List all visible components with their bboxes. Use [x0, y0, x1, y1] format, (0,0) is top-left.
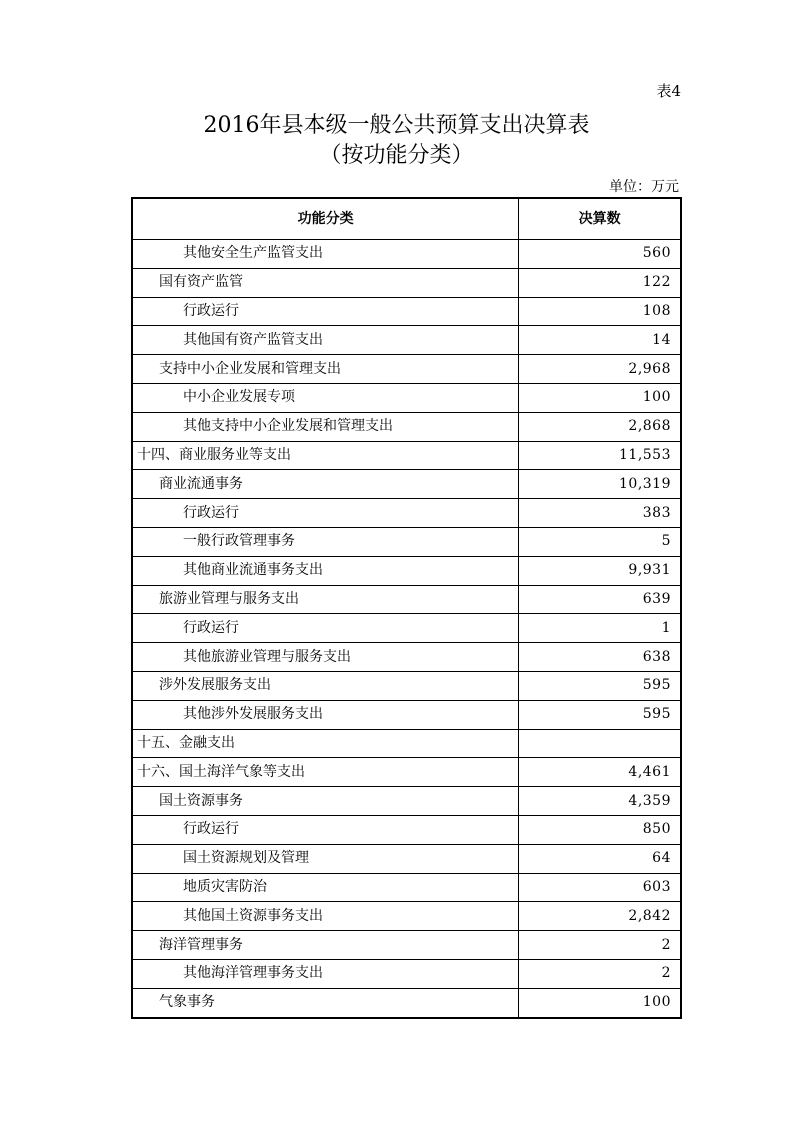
row-category-name: 海洋管理事务 [132, 931, 519, 960]
table-row [132, 470, 681, 499]
table-row [132, 355, 681, 384]
row-amount: 2 [519, 931, 681, 960]
unit-label: 单位：万元 [609, 179, 679, 195]
table-row [132, 441, 681, 470]
table-row [132, 585, 681, 614]
row-amount [519, 729, 681, 758]
row-amount: 639 [519, 585, 681, 614]
table-row [132, 959, 681, 988]
table-row [132, 412, 681, 441]
row-category-name: 行政运行 [132, 815, 519, 844]
table-row [132, 902, 681, 931]
row-category-name: 中小企业发展专项 [132, 383, 519, 412]
row-category-name: 支持中小企业发展和管理支出 [132, 355, 519, 384]
table-row [132, 383, 681, 412]
table-row [132, 527, 681, 556]
row-category-name: 国有资产监管 [132, 268, 519, 297]
row-amount: 5 [519, 527, 681, 556]
row-category-name: 其他商业流通事务支出 [132, 556, 519, 585]
row-category-name: 其他旅游业管理与服务支出 [132, 643, 519, 672]
row-amount: 100 [519, 383, 681, 412]
row-amount: 1 [519, 614, 681, 643]
row-amount: 4,359 [519, 787, 681, 816]
table-row [132, 931, 681, 960]
row-amount: 4,461 [519, 758, 681, 787]
row-category-name: 商业流通事务 [132, 470, 519, 499]
row-category-name: 旅游业管理与服务支出 [132, 585, 519, 614]
row-category-name: 其他国有资产监管支出 [132, 326, 519, 355]
row-amount: 64 [519, 844, 681, 873]
table-row [132, 499, 681, 528]
row-category-name: 其他支持中小企业发展和管理支出 [132, 412, 519, 441]
table-row [132, 700, 681, 729]
table-row [132, 844, 681, 873]
row-amount: 595 [519, 700, 681, 729]
row-category-name: 国土资源事务 [132, 787, 519, 816]
row-category-name: 涉外发展服务支出 [132, 671, 519, 700]
budget-table [131, 197, 682, 1019]
row-category-name: 其他海洋管理事务支出 [132, 959, 519, 988]
table-row [132, 787, 681, 816]
row-category-name: 其他国土资源事务支出 [132, 902, 519, 931]
table-body [132, 240, 681, 1018]
table-row [132, 815, 681, 844]
row-category-name: 其他涉外发展服务支出 [132, 700, 519, 729]
row-amount: 595 [519, 671, 681, 700]
row-amount: 383 [519, 499, 681, 528]
row-category-name: 行政运行 [132, 499, 519, 528]
table-header-row [132, 198, 681, 240]
table-row [132, 556, 681, 585]
page-title: 2016年县本级一般公共预算支出决算表 [203, 113, 590, 138]
table-row [132, 758, 681, 787]
row-amount: 638 [519, 643, 681, 672]
row-amount: 2,868 [519, 412, 681, 441]
row-category-name: 国土资源规划及管理 [132, 844, 519, 873]
table-row [132, 297, 681, 326]
table-row [132, 729, 681, 758]
table-row [132, 988, 681, 1017]
row-category-name: 十四、商业服务业等支出 [132, 441, 519, 470]
header-amount: 决算数 [519, 198, 681, 240]
row-category-name: 气象事务 [132, 988, 519, 1017]
table-row [132, 240, 681, 269]
row-amount: 2 [519, 959, 681, 988]
table-number: 表4 [656, 82, 681, 100]
header-category: 功能分类 [132, 198, 519, 240]
row-amount: 2,968 [519, 355, 681, 384]
row-amount: 100 [519, 988, 681, 1017]
table-row [132, 643, 681, 672]
row-amount: 122 [519, 268, 681, 297]
table-row [132, 268, 681, 297]
row-category-name: 十五、金融支出 [132, 729, 519, 758]
row-amount: 108 [519, 297, 681, 326]
row-category-name: 一般行政管理事务 [132, 527, 519, 556]
row-category-name: 其他安全生产监管支出 [132, 240, 519, 269]
table-row [132, 671, 681, 700]
row-amount: 560 [519, 240, 681, 269]
row-amount: 11,553 [519, 441, 681, 470]
table-row [132, 873, 681, 902]
row-amount: 9,931 [519, 556, 681, 585]
row-category-name: 十六、国土海洋气象等支出 [132, 758, 519, 787]
page-subtitle: （按功能分类） [319, 143, 474, 168]
row-amount: 14 [519, 326, 681, 355]
table-row [132, 614, 681, 643]
row-amount: 850 [519, 815, 681, 844]
row-category-name: 行政运行 [132, 614, 519, 643]
row-category-name: 地质灾害防治 [132, 873, 519, 902]
row-amount: 10,319 [519, 470, 681, 499]
row-amount: 2,842 [519, 902, 681, 931]
table-row [132, 326, 681, 355]
row-category-name: 行政运行 [132, 297, 519, 326]
row-amount: 603 [519, 873, 681, 902]
